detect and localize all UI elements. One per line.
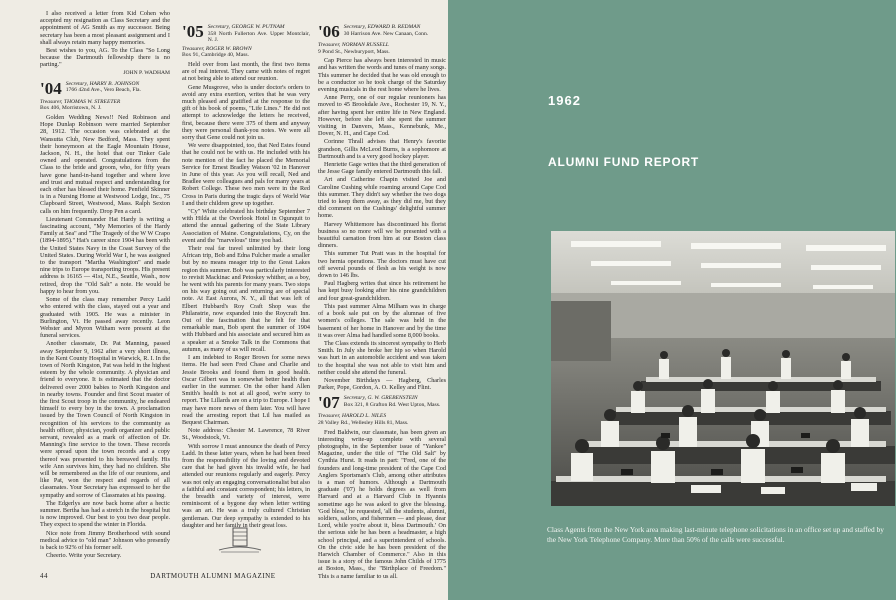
- class-heading-05: [182, 24, 310, 44]
- sketch-illustration: [215, 522, 265, 554]
- treasurer-label: Treasurer, THOMAS W. STREETER: [40, 98, 121, 105]
- paragraph: Art and Catherine Chapin visited Joe and Caroline Cushing while roaming around Cape Cod this summer. They didn't say whether the two dogs tried to keep them away, as they did me, but they did comment on the Cushings' delightful summer home.: [318, 176, 446, 220]
- secretary-label: Secretary, EDWARD B. REDMAN: [343, 24, 421, 30]
- paragraph: Henriette Gage writes that the third generation of the Jesse Gage family entered Dartmouth this fall.: [318, 161, 446, 176]
- class-year: '07: [318, 393, 340, 413]
- class-secretary: [208, 24, 310, 44]
- paragraph: Their real far travel unlimited by their long African trip, Bob and Edna Fulcher made a smaller but by no means meager trip to the Great Lakes region this summer. Bob was particularly interested to revisit Mackinac and Petoskey whither, as a boy, he went with his parents for many years. Two stops on his way going out and returning are of special note. At East Aurora, N. Y., all that was left of Elbert Hubbard's Roy Craft Shop was the Philanstrie, now expanded into the Roycraft Inn. Out of the fascination that he felt for that remarkable man, Bob spent the summer of 1904 with Hubbard and his associate and secured him as a speaker at a Smoke Talk in the Commons that autumn, as many of us will recall.: [182, 245, 310, 353]
- paragraph: The Edgerlys are now back home after a hectic summer. Bertha has had a stretch in the hospital but is now improved. Our best to you two dear people. They expect to spend the winter in Florida.: [40, 499, 170, 529]
- treasurer-label: Treasurer, HAROLD L. NILES: [318, 413, 387, 420]
- photo-caption: Class Agents from the New York area making last-minute telephone solicitations in an office set up and staffed by the New York Telephone Company. More than 50% of the calls were successful.: [547, 525, 884, 544]
- magazine-name: DARTMOUTH ALUMNI MAGAZINE: [150, 572, 276, 580]
- paragraph: "Cy" White celebrated his birthday September 7 with Hilda at the Overlook Hotel in Ogunquit to attend the annual gathering of the State Library Association of Maine. Congratulations, Cy, on the event and the "marvelous" time you had.: [182, 208, 310, 244]
- secretary-address: 30 Harrison Ave. New Canaan, Conn.: [343, 30, 429, 37]
- report-title: ALUMNI FUND REPORT: [548, 155, 700, 169]
- secretary-address: 358 North Fullerton Ave. Upper Montclair, N. J.: [207, 30, 310, 44]
- paragraph: Gene Musgrove, who is under doctor's orders to avoid any extra exertion, writes that he was very much pleased and gratified at the response to the gift of his book of poems, "Life Lines." He did not attempt to acknowledge the letters he received, first, because there were 375 of them and anyway they were personal thank-you notes. We were all sorry that Gene could not join us.: [182, 83, 310, 141]
- paragraph: Paul Hagberg writes that since his retirement he has kept busy looking after his nine grandchildren and four great-grandchildren.: [318, 280, 446, 302]
- class-treasurer: [318, 42, 446, 55]
- report-year: 1962: [548, 93, 581, 108]
- class-heading-06: [318, 24, 446, 40]
- treasurer-address: Box 91, Cambridge 40, Mass.: [182, 52, 249, 59]
- treasurer-address: 28 Valley Rd., Wellesley Hills 81, Mass.: [318, 419, 409, 426]
- page-number: 44: [40, 572, 48, 580]
- paragraph: Fred Baldwin, our classmate, has been given an interesting write-up complete with several photographs, in the September issue of "Yankee" Magazine, under the title of "The Old Salt" by Cynthia Hurst. It reads in part: "Fred, one of the founders and long-time president of the Cape Cod Anglers Sportsman's Club, among other attributes is a man of humors. Although a Dartmouth graduate ('07) he holds degrees as well from Harvard and at a Harvard Club in Hyannis sometime ago he was asked to give the blessing. 'God bless,' he requested, 'all the students, alumni, soldiers, sailors, and fishermen — and please, dear Lord, while you're about it, bless Dartmouth.' On the serious side he has been a headmaster, a high school principal, and a superintendent of schools. On the civic side he has been president of the Harwich Chamber of Commerce." Also in this issue is a story of the famous John Childs of 1775 at Boston, Mass., the "Birthplace of Freedom." This is a name familiar to us all.: [318, 428, 446, 580]
- paragraph: Harvey Whittemore has discontinued his florist business so no more will we be presented with a beautiful carnation from him at our Boston class dinners.: [318, 220, 446, 250]
- office-photo: [551, 231, 895, 506]
- paragraph: Lieutenant Commander Hat Hardy is writing a fascinating account, "My Memories of the Hardy Family at Sea" and "The Tragedy of the W W Crapo (1894-1895)." Hat's career since 1904 has been with the United States Navy in the Coast Survey of the United States. During World War I, he was assigned to the transport "Martha Washington" and made nine trips to Europe transporting troops. His present address is 16165 — 41st, N.E., Seattle, Wash., now retired, drop the "Old Salt" a note. He would be happy to hear from you.: [40, 215, 170, 295]
- secretary-address: Box 321, 8 Grafton Rd. West Upton, Mass.: [343, 401, 441, 408]
- class-treasurer: [182, 46, 310, 59]
- paragraph: November Birthdays — Hagberg, Charles Parker, Pope, Gordon, A. O. Kelley and Flint.: [318, 376, 446, 392]
- office-scene-image: [551, 231, 895, 506]
- column-2: [182, 10, 310, 530]
- class-year: '05: [182, 22, 204, 41]
- paragraph: Nice note from Jimmy Brotherhood with sound medical advice to "old man" Johnson who presently is back to 92% of his former self.: [40, 529, 170, 551]
- class-secretary: [344, 24, 428, 37]
- secretary-label: Secretary, HARRY B. JOHNSON: [65, 80, 140, 87]
- paragraph: This summer Tut Pratt was in the hospital for two hernia operations. The doctors must have cut off several pounds of flesh as his weight is now down to 146 lbs.: [318, 250, 446, 280]
- secretary-address: 1766 42nd Ave., Vero Beach, Fla.: [65, 87, 141, 94]
- signature: JOHN P. WADHAM: [123, 69, 170, 76]
- paragraph: I am indebted to Roger Brown for some news items. He had seen Fred Chase and Charlie and Jessie Brooks and found them in good health. Oscar Gilbert was in somewhat better health than earlier in the summer. On the other hand Allen Smith's health is not at all good, we're sorry to report. The Lillards are on a trip to Europe. I hope I may have more news of them later. You will have read the arresting report that Lil has mailed as Bequest Chairman.: [182, 354, 310, 426]
- paragraph: Cap Pierce has always been interested in music and has written the words and tunes of many songs. This summer he decided that he was old enough to be a conductor so he took charge of the Saturday evening musicals in the rest home where he lives.: [318, 57, 446, 93]
- page-footer: [40, 572, 276, 580]
- paragraph: This past summer Alma Milham was in charge of a book sale put on by the alumnae of five women's colleges. The sale was held in the basement of her home in Hanover and by the time it was over Alma had handled some 8,000 books.: [318, 302, 446, 339]
- paragraph: Best wishes to you, AG. To the Class "So Long because the Dartmouth fellowship there is no parting.": [40, 47, 170, 69]
- class-secretary: [66, 81, 141, 94]
- class-treasurer: [318, 413, 446, 426]
- treasurer-address: Box 406, Morristown, N. J.: [40, 105, 102, 112]
- paragraph: Golden Wedding News!! Ned Robinson and Hope Dunlap Robinson were married September 28, 1912. The occasion was celebrated at the Wansutta Club, New Bedford, Mass. They spent their honeymoon at the Eagle Mountain House, Jackson, N. H., the hotel that our Tinker Gale owned and operated. Congratulations from the Class to the bride and groom, who, for fifty years have gone hand-in-hand together and where love and trust and mutual respect and understanding for each other has blessed their home. Penfield Skinner is in a Nursing Home at Westwood Lodge, Inc., 75 Clapboard Street, Westwood, Mass. Ralph Sexton calls on him frequently. Drop Pen a card.: [40, 114, 170, 215]
- class-heading-04: [40, 78, 170, 98]
- treasurer-label: Treasurer, ROGER W. BROWN: [182, 45, 252, 52]
- paragraph: I also received a letter from Kid Cohen who accepted my resignation as Class Secretary and the appointment of AG Smith as my successor. Being secretary has been a most pleasant assignment and I shall always retain many happy memories.: [40, 10, 170, 46]
- paragraph: Held over from last month, the first two items are of real interest. They came with notes of regret at not being able to attend our reunion.: [182, 60, 310, 83]
- paragraph: With sorrow I must announce the death of Percy Ladd. In these latter years, when he had been freed from the responsibility of the loving and devoted care that he had given his invalid wife, he had attended our reunions regularly and eagerly. Percy was not only an engaging conversationalist but also a faithful and constant correspondent; his letters, in the breadth and variety of interest, were reminiscent of a bygone day when letter writing was an art. He was a truly cultured Christian gentleman. Our deep sympathy is extended to his daughter and her family in their great loss.: [182, 442, 310, 529]
- paragraph: Another classmate, Dr. Pat Manning, passed away September 9, 1962 after a very short illness, in the Kent County Hospital in Warwick, R. I. In the town of North Kingston, Pat was held in the highest esteem by the whole community. A physician and friend to everyone. It is estimated that the doctor delivered over 2000 babies to North Kingston and in nearby towns. Founder and first Scout master of the first Scout troop in the community, he endeared himself to every boy in the town. A proclamation issued by the Town Council of North Kingston in recognition of his services to the community as health officer, physician, youth organizer and public servant, revealed as a mark of affection of Dr. Manning's fine service to the town. These records were spread upon the town records and a copy thereof was presented to his bereaved family. His wife Ann survives him, they had no children. She will be remembered as the life of our reunions, and like Pat, won the respect and regards of all classmates. Your Secretary has expressed to her the sympathy and sorrow of Classmates at his passing.: [40, 340, 170, 499]
- paragraph: Corinne Thrall advises that Henry's favorite grandson, Gillis McLeod Burns, is a sophomore at Dartmouth and is a very good hockey player.: [318, 138, 446, 160]
- column-3: [318, 10, 446, 581]
- paragraph: The Class extends its sincerest sympathy to Herb Smith. In July she broke her hip so when Harold was hurt in an automobile accident and was taken to the hospital she was not able to visit him and neither could she attend the funeral.: [318, 339, 446, 376]
- paragraph: Note address: Chester M. Lawrence, 78 River St., Woodstock, Vt.: [182, 427, 310, 442]
- secretary-label: Secretary, G. W. GREBENSTEIN: [343, 395, 418, 402]
- class-secretary: [344, 395, 441, 408]
- column-1: [40, 10, 170, 560]
- right-page: [448, 0, 896, 600]
- secretary-label: Secretary, GEORGE W. PUTNAM: [207, 24, 285, 30]
- treasurer-address: 9 Pond St., Newburyport, Mass.: [318, 48, 390, 55]
- paragraph: Some of the class may remember Percy Ladd who entered with the class, stayed out a year and graduated with 1905. He was a minister in Burlington, Vt. He passed away recently. Leon Webster and Myron Witham were present at the funeral services.: [40, 296, 170, 340]
- paragraph: We were disappointed, too, that Ned Estes found that he could not be with us. He included with his note mention of the fact he placed the Memorial Service for Ernest Bradley Watson '02 in Hanover in June of this year. As you will recall, Ned and Bradlee were colleagues and pals for many years at Robert College. These two men were in the Red Cross in Paris during the tragic days of World War I and their children grew up together.: [182, 142, 310, 207]
- treasurer-label: Treasurer, NORMAN RUSSELL: [318, 42, 389, 48]
- class-heading-07: [318, 395, 446, 411]
- class-treasurer: [40, 99, 170, 112]
- class-year: '06: [318, 22, 340, 41]
- paragraph: Anne Perry, one of our regular reunioners has moved to 45 Brookdale Ave., Rochester 19, N. Y., after having spent her entire life in New England. However, before she left she spent the summer visiting in Danvers, Mass., Kennebunk, Me., Dover, N. H., and Cape Cod.: [318, 94, 446, 138]
- paragraph: Cheerio. Write your Secretary.: [46, 552, 122, 560]
- class-year: '04: [40, 78, 62, 98]
